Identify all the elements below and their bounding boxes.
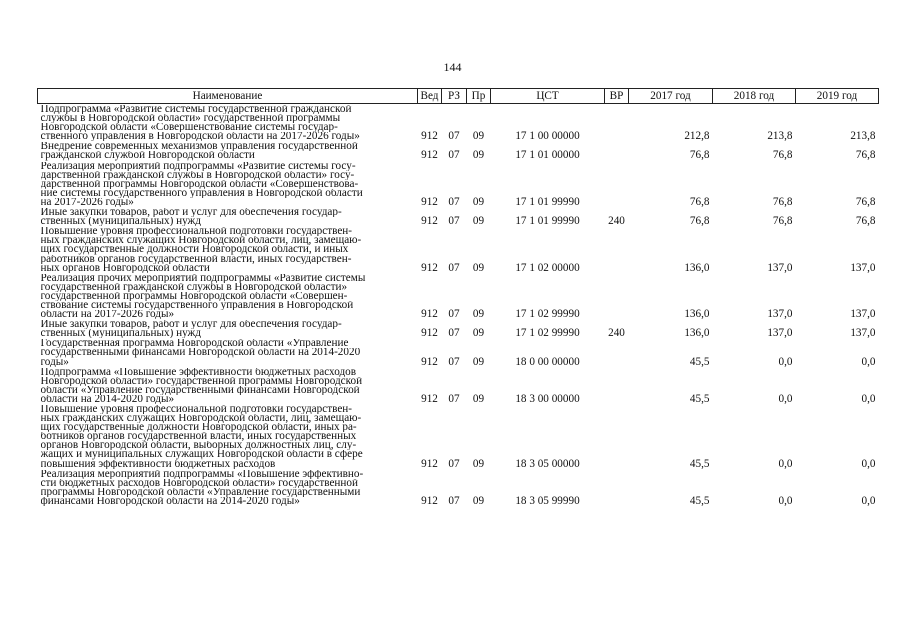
cst-cell: 17 1 02 00000 — [515, 261, 580, 274]
row-name-line: на 2017-2026 годы» — [40, 197, 134, 208]
row-name-line: финансами Новгородской области на 2014-2020 годы» — [40, 496, 300, 507]
value-2018-cell: 213,8 — [767, 130, 793, 143]
rz-cell: 07 — [448, 261, 460, 274]
row-name-line: Повышение уровня профессиональной подготовки государствен- — [40, 227, 352, 237]
row-name-line: ных гражданских служащих Новгородской области, лиц, замещаю- — [40, 236, 362, 246]
table-row — [38, 367, 879, 404]
row-name-line: службы в Новгородской области» государственной программы — [40, 114, 341, 124]
value-2019-cell: 0,0 — [861, 494, 876, 507]
table-row — [38, 226, 879, 272]
row-name-line: государственной гражданской службы в Новгородской области» — [40, 282, 348, 292]
cst-cell: 17 1 00 00000 — [515, 130, 580, 143]
row-name-cell — [38, 404, 418, 469]
row-name-line: ние системы государственного управления в Новгородской области — [40, 188, 363, 198]
value-2018-cell: 0,0 — [778, 355, 793, 368]
header-2018: 2018 год — [713, 89, 796, 104]
value-2018-cell: 137,0 — [767, 327, 793, 340]
value-2017-cell: 76,8 — [689, 215, 710, 228]
ved-cell: 912 — [421, 392, 438, 405]
table-row — [38, 141, 879, 160]
table-row — [38, 273, 879, 319]
rz-cell: 07 — [448, 215, 460, 228]
table-row — [38, 104, 879, 142]
row-name-line: Повышение уровня профессиональной подготовки государствен- — [40, 405, 352, 415]
rz-cell: 07 — [448, 392, 460, 405]
header-2019: 2019 год — [796, 89, 879, 104]
rz-cell: 07 — [448, 195, 460, 208]
value-2017-cell: 136,0 — [684, 308, 710, 321]
row-name-line: государственной программы Новгородской области «Совершен- — [40, 291, 348, 301]
value-2018-cell: 76,8 — [772, 215, 793, 228]
value-2019-cell: 137,0 — [850, 308, 876, 321]
value-2017-cell: 45,5 — [689, 494, 710, 507]
value-2019-cell: 76,8 — [855, 195, 876, 208]
row-name-line: области на 2017-2026 годы» — [40, 310, 175, 320]
row-name-line: Реализация мероприятий подпрограммы «Развитие системы госу- — [40, 161, 356, 171]
ved-cell: 912 — [421, 149, 438, 162]
ved-cell: 912 — [421, 308, 438, 321]
row-name-cell — [38, 141, 418, 160]
row-name-line: ных гражданских служащих Новгородской области, лиц, замещаю- — [40, 414, 362, 424]
row-name-cell — [38, 319, 418, 338]
row-name-line: годы» — [40, 357, 69, 367]
table-row — [38, 161, 879, 207]
ved-cell: 912 — [421, 261, 438, 274]
cst-cell: 17 1 02 99990 — [515, 327, 580, 340]
row-name-line: работников органов государственной власти, иных государствен- — [40, 254, 352, 264]
rz-cell: 07 — [448, 457, 460, 470]
value-2019-cell: 0,0 — [861, 355, 876, 368]
pr-cell: 09 — [472, 149, 485, 162]
table-body — [38, 104, 879, 507]
header-cst: ЦСТ — [491, 89, 605, 104]
value-2017-cell: 76,8 — [689, 149, 710, 162]
pr-cell: 09 — [472, 494, 485, 507]
row-name-cell — [38, 273, 418, 319]
table-row — [38, 207, 879, 226]
value-2017-cell: 136,0 — [684, 261, 710, 274]
row-name-line: дарственной гражданской службы в Новгородской области» госу- — [40, 170, 355, 180]
ved-cell: 912 — [421, 130, 438, 143]
pr-cell: 09 — [472, 355, 485, 368]
table-header-row — [38, 89, 879, 104]
row-name-line: жащих и муниципальных служащих Новгородской области в сфере — [40, 450, 363, 460]
vr-cell: 240 — [608, 215, 625, 228]
value-2018-cell: 0,0 — [778, 494, 793, 507]
row-name-line: ственных (муниципальных) нужд — [40, 329, 201, 339]
cst-cell: 17 1 01 99990 — [515, 215, 580, 228]
value-2017-cell: 45,5 — [689, 355, 710, 368]
value-2019-cell: 137,0 — [850, 327, 876, 340]
value-2018-cell: 137,0 — [767, 308, 793, 321]
value-2018-cell: 137,0 — [767, 261, 793, 274]
value-2018-cell: 76,8 — [772, 149, 793, 162]
pr-cell: 09 — [472, 392, 485, 405]
row-name-line: щих государственные должности Новгородской области, и иных — [40, 245, 349, 255]
vr-cell — [605, 338, 629, 366]
row-name-line: программы Новгородской области «Управление государственными — [40, 487, 361, 497]
value-2019-cell: 213,8 — [850, 130, 876, 143]
value-2018-cell: 76,8 — [772, 195, 793, 208]
pr-cell: 09 — [472, 261, 485, 274]
value-2018-cell: 0,0 — [778, 392, 793, 405]
ved-cell: 912 — [421, 195, 438, 208]
cst-cell: 18 3 00 00000 — [515, 392, 580, 405]
rz-cell: 07 — [448, 355, 460, 368]
row-name-line: Реализация мероприятий подпрограммы «Повышение эффективно- — [40, 469, 364, 479]
vr-cell — [605, 367, 629, 404]
cst-cell: 17 1 01 00000 — [515, 149, 580, 162]
vr-cell — [605, 141, 629, 160]
pr-cell: 09 — [472, 195, 485, 208]
page-number: 144 — [443, 60, 462, 74]
header-pr: Пр — [467, 89, 491, 104]
row-name-line: Иные закупки товаров, работ и услуг для обеспечения государ- — [40, 320, 342, 330]
header-2017: 2017 год — [629, 89, 713, 104]
row-name-line: области на 2014-2020 годы» — [40, 394, 175, 404]
cst-cell: 18 0 00 00000 — [515, 355, 580, 368]
table-row — [38, 319, 879, 338]
pr-cell: 09 — [472, 457, 485, 470]
ved-cell: 912 — [421, 457, 438, 470]
row-name-line: ных органов Новгородской области — [40, 263, 210, 273]
row-name-cell — [38, 207, 418, 226]
pr-cell: 09 — [472, 215, 485, 228]
value-2017-cell: 45,5 — [689, 457, 710, 470]
pr-cell: 09 — [472, 308, 485, 321]
row-name-line: Подпрограмма «Повышение эффективности бюджетных расходов — [40, 367, 357, 377]
ved-cell: 912 — [421, 355, 438, 368]
vr-cell: 240 — [608, 327, 625, 340]
row-name-line: Государственная программа Новгородской области «Управление — [40, 339, 349, 349]
rz-cell: 07 — [448, 130, 460, 143]
header-ved: Вед — [418, 89, 442, 104]
row-name-line: Реализация прочих мероприятий подпрограммы «Развитие системы — [40, 273, 366, 283]
cst-cell: 18 3 05 00000 — [515, 457, 580, 470]
cst-cell: 18 3 05 99990 — [515, 494, 580, 507]
row-name-line: ботников органов государственной власти, иных государственных — [40, 432, 357, 442]
row-name-line: Новгородской области «Совершенствование системы государ- — [40, 123, 338, 133]
value-2019-cell: 76,8 — [855, 215, 876, 228]
value-2019-cell: 76,8 — [855, 149, 876, 162]
header-vr: ВР — [605, 89, 629, 104]
row-name-line: повышения эффективности бюджетных расходов — [40, 459, 276, 469]
ved-cell: 912 — [421, 494, 438, 507]
row-name-line: сти бюджетных расходов Новгородской области» государственной — [40, 478, 358, 488]
table-row — [38, 338, 879, 366]
row-name-cell — [38, 338, 418, 366]
vr-cell — [605, 161, 629, 207]
rz-cell: 07 — [448, 308, 460, 321]
value-2017-cell: 45,5 — [689, 392, 710, 405]
row-name-line: ственных (муниципальных) нужд — [40, 217, 201, 227]
vr-cell — [605, 104, 629, 142]
row-name-cell — [38, 367, 418, 404]
value-2017-cell: 136,0 — [684, 327, 710, 340]
budget-table — [37, 88, 879, 506]
value-2018-cell: 0,0 — [778, 457, 793, 470]
row-name-line: государственными финансами Новгородской области на 2014-2020 — [40, 348, 361, 358]
row-name-line: Внедрение современных механизмов управления государственной — [40, 142, 358, 152]
value-2019-cell: 137,0 — [850, 261, 876, 274]
row-name-line: Иные закупки товаров, работ и услуг для обеспечения государ- — [40, 208, 342, 218]
row-name-cell — [38, 161, 418, 207]
rz-cell: 07 — [448, 327, 460, 340]
row-name-line: области «Управление государственными финансами Новгородской — [40, 385, 360, 395]
vr-cell — [605, 226, 629, 272]
pr-cell: 09 — [472, 130, 485, 143]
row-name-line: ствование системы государственного управления в Новгородской — [40, 300, 354, 311]
table-row — [38, 404, 879, 469]
row-name-cell — [38, 469, 418, 506]
cst-cell: 17 1 01 99990 — [515, 195, 580, 208]
value-2019-cell: 0,0 — [861, 457, 876, 470]
vr-cell — [605, 404, 629, 469]
rz-cell: 07 — [448, 149, 460, 162]
ved-cell: 912 — [421, 327, 438, 340]
vr-cell — [605, 469, 629, 506]
row-name-line: гражданской службой Новгородской области — [40, 151, 255, 161]
header-rz: РЗ — [442, 89, 467, 104]
value-2017-cell: 212,8 — [684, 130, 710, 143]
vr-cell — [605, 273, 629, 319]
value-2017-cell: 76,8 — [689, 195, 710, 208]
header-name: Наименование — [38, 89, 418, 104]
ved-cell: 912 — [421, 215, 438, 228]
row-name-line: щих государственные должности Новгородской области, иных ра- — [40, 423, 357, 433]
row-name-line: Подпрограмма «Развитие системы государственной гражданской — [40, 105, 352, 115]
row-name-line: органов Новгородской области, выборных должностных лиц, слу- — [40, 441, 357, 451]
row-name-line: ственного управления в Новгородской области на 2017-2026 годы» — [40, 132, 360, 142]
row-name-line: дарственной программы Новгородской области «Совершенствова- — [40, 179, 359, 189]
rz-cell: 07 — [448, 494, 460, 507]
value-2019-cell: 0,0 — [861, 392, 876, 405]
row-name-line: Новгородской области» государственной программы Новгородской — [40, 376, 363, 386]
cst-cell: 17 1 02 99990 — [515, 308, 580, 321]
table-row — [38, 469, 879, 506]
row-name-cell — [38, 226, 418, 272]
row-name-cell — [38, 104, 418, 142]
pr-cell: 09 — [472, 327, 485, 340]
